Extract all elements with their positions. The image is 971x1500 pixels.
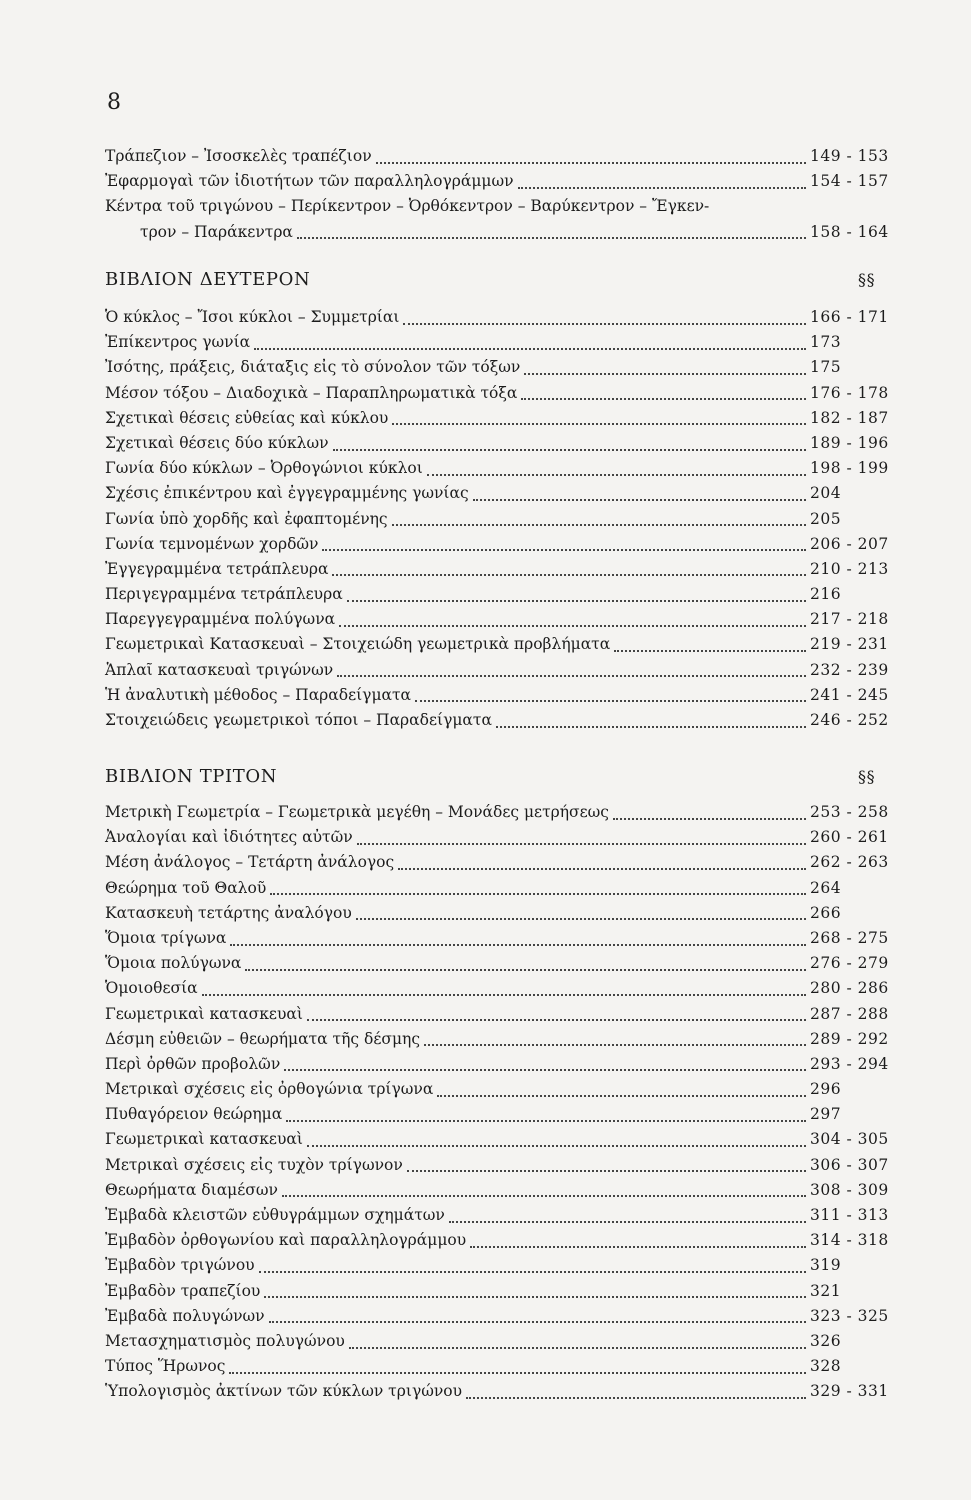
toc-entry: Γωνία ὑπὸ χορδῆς καὶ ἐφαπτομένης 205 <box>105 507 898 532</box>
dot-leader <box>245 969 806 971</box>
page-range: 246 - 252 <box>810 711 889 729</box>
dot-leader <box>376 162 806 164</box>
dot-leader <box>466 1397 806 1399</box>
toc-entry: Περὶ ὀρθῶν προβολῶν 293 - 294 <box>105 1052 898 1077</box>
toc-entry: Ἐφαρμογαὶ τῶν ἰδιοτήτων τῶν παραλληλογράμμων 154 - 157 <box>105 172 889 191</box>
dot-leader <box>202 994 806 996</box>
toc-entry: Ἐπίκεντρος γωνία 173 <box>105 330 898 355</box>
page-range: 176 - 178 <box>810 383 889 402</box>
dot-leader <box>398 868 806 870</box>
toc-entry: Ἁπλαῖ κατασκευαὶ τριγώνων 232 - 239 <box>105 658 898 683</box>
page-range: 319 <box>810 1256 842 1275</box>
dot-leader <box>254 348 806 350</box>
page-range: 219 - 231 <box>810 635 889 654</box>
page-range: 308 - 309 <box>810 1180 889 1199</box>
toc-entry: Ἐμβαδὰ πολυγώνων 323 - 325 <box>105 1304 898 1329</box>
page-range: 276 - 279 <box>810 954 889 973</box>
toc-entry: Κέντρα τοῦ τριγώνου – Περίκεντρον – Ὀρθόκεντρον – Βαρύκεντρον – Ἔγκεν- <box>105 197 710 216</box>
dot-leader <box>496 726 806 728</box>
page-range: 262 - 263 <box>810 853 889 872</box>
page-range: 166 - 171 <box>810 308 889 326</box>
toc-entry: Μετασχηματισμὸς πολυγώνου 326 <box>105 1329 898 1354</box>
dot-leader <box>449 1221 806 1223</box>
page-range: 321 <box>810 1281 842 1300</box>
dot-leader <box>269 1321 806 1323</box>
toc-entry: Ἡ ἀναλυτικὴ μέθοδος – Παραδείγματα 241 - 245 <box>105 683 898 708</box>
toc-entry: Κατασκευὴ τετάρτης ἀναλόγου 266 <box>105 901 898 926</box>
page-range: 323 - 325 <box>810 1306 889 1325</box>
dot-leader <box>392 524 806 526</box>
dot-leader <box>270 893 806 895</box>
section-heading: ΒΙΒΛΙΟΝ ΤΡΙΤΟΝ §§ <box>105 764 898 789</box>
dot-leader <box>524 373 806 375</box>
page-range: 293 - 294 <box>810 1054 889 1073</box>
section-symbol: §§ <box>858 270 876 289</box>
toc-entry: Ἐγγεγραμμένα τετράπλευρα 210 - 213 <box>105 557 898 582</box>
page-range: 264 <box>810 878 842 897</box>
toc-entry: Σχέσις ἐπικέντρου καὶ ἐγγεγραμμένης γωνίας 204 <box>105 481 898 506</box>
dot-leader <box>392 423 806 425</box>
dot-leader <box>357 843 806 845</box>
dot-leader <box>259 1271 806 1273</box>
dot-leader <box>337 675 806 677</box>
toc-entry-continuation: τρον – Παράκεντρα 158 - 164 <box>140 222 889 241</box>
page-range: 266 <box>810 903 842 922</box>
dot-leader <box>307 1145 806 1147</box>
toc-entry: Ἐμβαδὸν τραπεζίου 321 <box>105 1279 898 1304</box>
toc-entry: Θεωρήματα διαμέσων 308 - 309 <box>105 1178 898 1203</box>
toc-entry: Μέση ἀνάλογος – Τετάρτη ἀνάλογος 262 - 263 <box>105 850 898 875</box>
page-number: 8 <box>107 90 122 115</box>
toc-entry: Δέσμη εὐθειῶν – θεωρήματα τῆς δέσμης 289 - 292 <box>105 1027 898 1052</box>
dot-leader <box>347 600 806 602</box>
dot-leader <box>349 1347 806 1349</box>
toc-entry: Ἐμβαδὸν ὀρθογωνίου καὶ παραλληλογράμμου 314 - 318 <box>105 1228 898 1253</box>
dot-leader <box>470 1246 806 1248</box>
page-range: 297 <box>810 1105 842 1124</box>
page-range: 182 - 187 <box>810 408 889 427</box>
toc-entry: Ἰσότης, πράξεις, διάταξις εἰς τὸ σύνολον τῶν τόξων 175 <box>105 355 898 380</box>
toc-entry: Ὁμοιοθεσία 280 - 286 <box>105 976 898 1001</box>
page-range: 289 - 292 <box>810 1029 889 1048</box>
toc-entry: Ὑπολογισμὸς ἀκτίνων τῶν κύκλων τριγώνου 329 - 331 <box>105 1379 898 1404</box>
section-two <box>105 267 898 292</box>
page-range: 328 <box>810 1357 842 1376</box>
toc-entry: Παρεγγεγραμμένα πολύγωνα 217 - 218 <box>105 607 898 632</box>
toc-block-3 <box>105 800 898 1405</box>
page-range: 217 - 218 <box>810 610 889 629</box>
toc-entry: Πυθαγόρειον θεώρημα 297 <box>105 1102 898 1127</box>
toc-entry: Ὅμοια τρίγωνα 268 - 275 <box>105 926 898 951</box>
dot-leader <box>230 944 806 946</box>
toc-entry: Γεωμετρικαὶ Κατασκευαὶ – Στοιχειώδη γεωμετρικὰ προβλήματα 219 - 231 <box>105 632 898 657</box>
toc-entry: Γωνία τεμνομένων χορδῶν 206 - 207 <box>105 532 898 557</box>
dot-leader <box>407 1170 806 1172</box>
dot-leader <box>307 1019 806 1021</box>
toc-entry: Ὁ κύκλος – Ἴσοι κύκλοι – Συμμετρίαι 166 - 171 <box>105 305 898 330</box>
page-range: 232 - 239 <box>810 660 889 679</box>
page-range: 204 <box>810 484 842 503</box>
toc-entry: Ἀναλογίαι καὶ ἰδιότητες αὐτῶν 260 - 261 <box>105 825 898 850</box>
dot-leader <box>333 449 806 451</box>
dot-leader <box>521 398 806 400</box>
dot-leader <box>297 237 806 239</box>
toc-entry: Τύπος Ἥρωνος 328 <box>105 1354 898 1379</box>
toc-entry: Μέσον τόξου – Διαδοχικὰ – Παραπληρωματικὰ τόξα 176 - 178 <box>105 381 898 406</box>
toc-entry: Γεωμετρικαὶ κατασκευαὶ 287 - 288 <box>105 1002 898 1027</box>
toc-entry: Μετρικαὶ σχέσεις εἰς τυχὸν τρίγωνον 306 - 307 <box>105 1153 898 1178</box>
page-range: 260 - 261 <box>810 828 889 847</box>
toc-block-2 <box>105 305 898 733</box>
page-range: 329 - 331 <box>810 1382 889 1401</box>
toc-entry: Θεώρημα τοῦ Θαλοῦ 264 <box>105 876 898 901</box>
page-range: 216 <box>810 585 842 604</box>
dot-leader <box>264 1296 806 1298</box>
page-range: 253 - 258 <box>810 803 889 821</box>
dot-leader <box>356 918 806 920</box>
page-range: 241 - 245 <box>810 685 889 704</box>
page-range: 175 <box>810 358 842 377</box>
page-range: 206 - 207 <box>810 534 889 553</box>
toc-entry: Γωνία δύο κύκλων – Ὀρθογώνιοι κύκλοι 198 - 199 <box>105 456 898 481</box>
dot-leader <box>286 1120 806 1122</box>
dot-leader <box>424 1044 806 1046</box>
toc-entry: Στοιχειώδεις γεωμετρικοὶ τόποι – Παραδείγματα 246 - 252 <box>105 708 898 733</box>
page-range: 280 - 286 <box>810 979 889 998</box>
dot-leader <box>614 650 806 652</box>
dot-leader <box>518 187 806 189</box>
page-range: 326 <box>810 1331 842 1350</box>
section-three <box>105 764 898 789</box>
toc-entry: Μετρικὴ Γεωμετρία – Γεωμετρικὰ μεγέθη – Μονάδες μετρήσεως 253 - 258 <box>105 800 898 825</box>
toc-entry: Ἐμβαδὸν τριγώνου 319 <box>105 1253 898 1278</box>
dot-leader <box>332 574 806 576</box>
toc-entry: Περιγεγραμμένα τετράπλευρα 216 <box>105 582 898 607</box>
dot-leader <box>322 549 806 551</box>
page-range: 314 - 318 <box>810 1231 889 1250</box>
toc-block-1 <box>105 144 898 245</box>
toc-entry: Σχετικαὶ θέσεις εὐθείας καὶ κύκλου 182 - 187 <box>105 406 898 431</box>
page-range: 304 - 305 <box>810 1130 889 1149</box>
section-heading: ΒΙΒΛΙΟΝ ΔΕΥΤΕΡΟΝ §§ <box>105 267 898 292</box>
page-range: 205 <box>810 509 842 528</box>
section-symbol: §§ <box>858 767 876 786</box>
page-range: 306 - 307 <box>810 1155 889 1174</box>
dot-leader <box>437 1095 806 1097</box>
page-range: 173 <box>810 333 842 352</box>
dot-leader <box>613 818 806 820</box>
page-range: 287 - 288 <box>810 1004 889 1023</box>
dot-leader <box>339 625 806 627</box>
dot-leader <box>229 1372 806 1374</box>
toc-entry: Γεωμετρικαὶ κατασκευαὶ 304 - 305 <box>105 1127 898 1152</box>
dot-leader <box>427 474 806 476</box>
page-range: 268 - 275 <box>810 928 889 947</box>
toc-entry: Ὅμοια πολύγωνα 276 - 279 <box>105 951 898 976</box>
dot-leader <box>282 1195 806 1197</box>
toc-entry: Μετρικαὶ σχέσεις εἰς ὀρθογώνια τρίγωνα 296 <box>105 1077 898 1102</box>
dot-leader <box>473 499 806 501</box>
toc-entry: Ἐμβαδὰ κλειστῶν εὐθυγράμμων σχημάτων 311 - 313 <box>105 1203 898 1228</box>
page-range: 296 <box>810 1080 842 1099</box>
dot-leader <box>284 1069 806 1071</box>
page-range: 210 - 213 <box>810 559 889 578</box>
dot-leader <box>415 700 806 702</box>
dot-leader <box>403 323 806 325</box>
page-range: 189 - 196 <box>810 433 889 452</box>
page-range: 311 - 313 <box>810 1206 889 1224</box>
toc-entry: Τράπεζιον – Ἰσοσκελὲς τραπέζιον 149 - 153 <box>105 147 889 165</box>
toc-entry: Σχετικαὶ θέσεις δύο κύκλων 189 - 196 <box>105 431 898 456</box>
page-range: 198 - 199 <box>810 459 889 478</box>
